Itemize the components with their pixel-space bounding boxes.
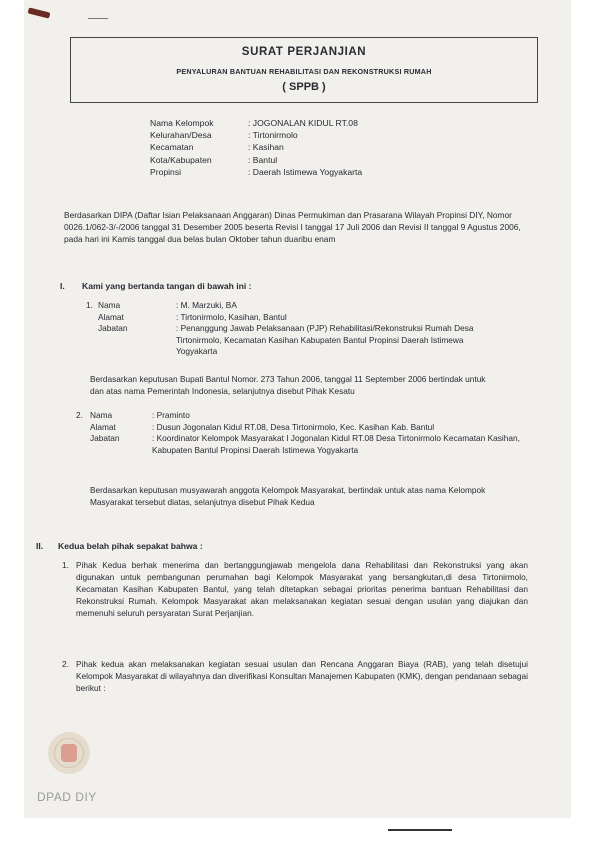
party-two xyxy=(76,410,532,456)
document-subtitle: PENYALURAN BANTUAN REHABILITASI DAN REKONSTRUKSI RUMAH xyxy=(176,67,432,76)
party-row xyxy=(90,433,532,456)
party-row xyxy=(98,300,526,312)
party-one-basis: Berdasarkan keputusan Bupati Bantul Nomor. 273 Tahun 2006, tanggal 11 September 2006 bertindak untuk dan atas nama Pemerintah Indonesia, selanjutnya disebut Pihak Kesatu xyxy=(90,374,486,396)
item-number: 1. xyxy=(62,560,69,570)
info-value: : Daerah Istimewa Yogyakarta xyxy=(248,166,363,177)
party-one xyxy=(86,300,526,358)
info-value: : JOGONALAN KIDUL RT.08 xyxy=(248,118,358,128)
party-label: Jabatan xyxy=(90,433,120,444)
title-box xyxy=(70,37,538,103)
item-number: 2. xyxy=(62,659,69,669)
party-row xyxy=(90,422,532,434)
agreement-item xyxy=(62,658,528,694)
section-number: II. xyxy=(36,541,44,551)
document-title: SURAT PERJANJIAN xyxy=(241,46,367,58)
info-label: Kelurahan/Desa xyxy=(150,130,212,141)
party-value: : Koordinator Kelompok Masyarakat I Jogonalan Kidul RT.08 Desa Tirtonirmolo Kecamatan Kasihan, Kabupaten Bantul Propinsi Daerah Istimewa Yogyakarta xyxy=(152,433,520,455)
agreement-item xyxy=(62,559,528,619)
party-row xyxy=(90,410,532,422)
info-label: Kota/Kabupaten xyxy=(150,154,212,165)
party-value: : Praminto xyxy=(152,410,190,420)
info-label: Nama Kelompok xyxy=(150,118,214,128)
info-value: : Bantul xyxy=(248,154,278,165)
intro-paragraph: Berdasarkan DIPA (Daftar Isian Pelaksanaan Anggaran) Dinas Permukiman dan Prasarana Wilayah Propinsi DIY, Nomor 0026.1/062-3/-/2006 tanggal 31 Desember 2005 beserta Revisi I tanggal 17 Juli 2006 dan Revisi II tanggal 9 Agustus 2006, pada hari ini Kamis tanggal dua belas bulan Oktober tahun duaribu enam xyxy=(64,210,521,244)
item-text: Pihak kedua akan melaksanakan kegiatan sesuai usulan dan Rencana Anggaran Biaya (RAB), yang telah disetujui Kelompok Masyarakat di wilayahnya dan diverifikasi Konsultan Manajemen Kabupaten (KMK), dengan pendanaan sebagai berikut : xyxy=(76,659,528,693)
party-number: 2. xyxy=(76,410,83,420)
archive-logo-icon xyxy=(48,732,90,774)
info-label: Kecamatan xyxy=(150,142,194,153)
party-label: Alamat xyxy=(98,311,124,322)
bottom-line xyxy=(388,829,452,831)
document-code: ( SPPB ) xyxy=(282,81,326,93)
party-label: Jabatan xyxy=(98,323,128,334)
party-value: : M. Marzuki, BA xyxy=(176,300,237,310)
party-value: : Dusun Jogonalan Kidul RT.08, Desa Tirtonirmolo, Kec. Kasihan Kab. Bantul xyxy=(152,421,435,432)
party-label: Alamat xyxy=(90,421,116,432)
item-text: Pihak Kedua berhak menerima dan bertanggungjawab mengelola dana Rehabilitasi dan Rekonstruksi yang akan digunakan untuk pembangunan perumahan bagi Kelompok Masyarakat yang bersangkutan,di desa Tirtonirmolo, Kecamatan Kasihan Kabupaten Bantul, yang telah ditetapkan sebagai prioritas penerima bantuan Rehabilitasi dan Rekonstruksi Rumah. Kelompok Masyarakat akan melaksanakan kegiatan sesuai dengan usulan yang diajukan dan memenuhi seluruh persyaratan Surat Perjanjian. xyxy=(76,560,528,618)
info-label: Propinsi xyxy=(150,166,182,177)
section-title: Kami yang bertanda tangan di bawah ini : xyxy=(82,281,252,291)
party-value: : Tirtonirmolo, Kasihan, Bantul xyxy=(176,311,287,322)
party-two-basis: Berdasarkan keputusan musyawarah anggota Kelompok Masyarakat, bertindak untuk atas nama Kelompok Masyarakat tersebut diatas, selanjutnya disebut Pihak Kedua xyxy=(90,485,486,507)
section-title: Kedua belah pihak sepakat bahwa : xyxy=(58,541,203,551)
section-number: I. xyxy=(60,281,65,291)
info-value: : Tirtonirmolo xyxy=(248,130,298,141)
party-row xyxy=(98,312,526,324)
watermark-text: DPAD DIY xyxy=(37,790,97,804)
party-value: : Penanggung Jawab Pelaksanaan (PJP) Rehabilitasi/Rekonstruksi Rumah Desa Tirtonirmolo, Kecamatan Kasihan Kabupaten Bantul Propinsi Daerah Istimewa Yogyakarta xyxy=(176,323,474,357)
info-value: : Kasihan xyxy=(248,142,284,153)
party-number: 1. xyxy=(86,300,93,310)
party-label: Nama xyxy=(98,300,121,310)
top-dash xyxy=(88,18,108,19)
party-row xyxy=(98,323,526,358)
party-label: Nama xyxy=(90,410,113,420)
